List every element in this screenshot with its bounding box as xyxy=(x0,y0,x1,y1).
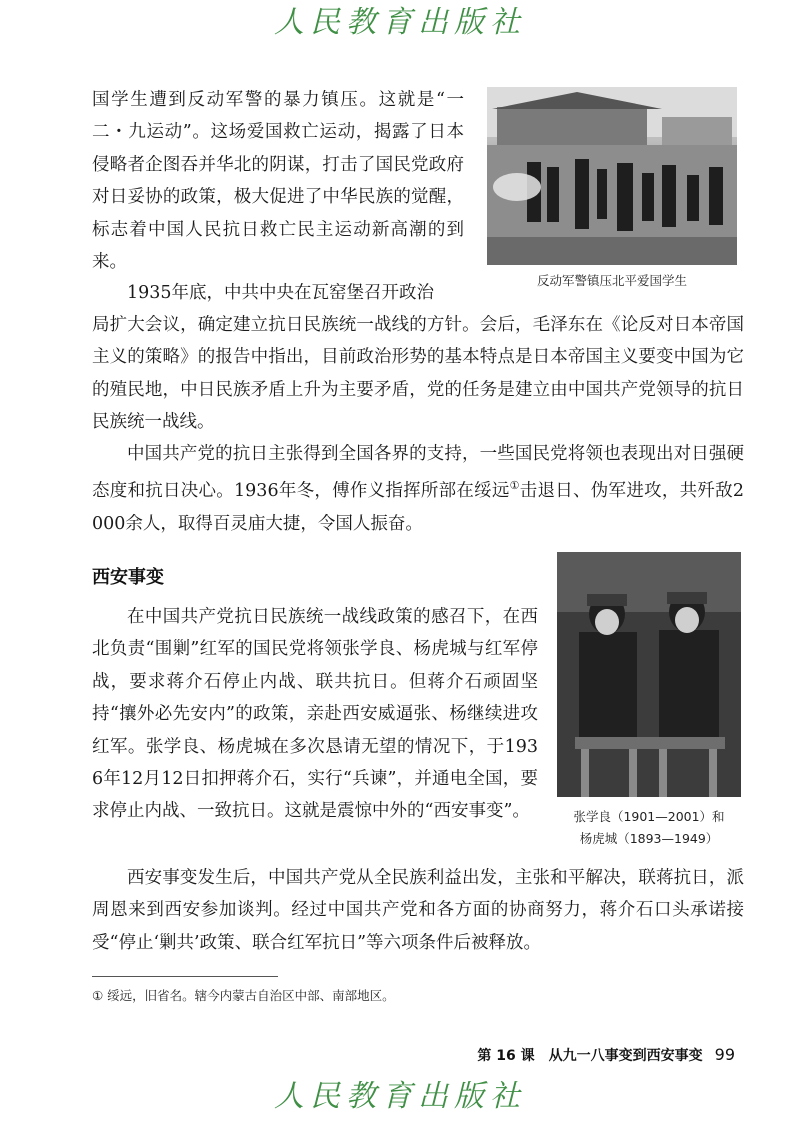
paragraph-1935-meeting: 局扩大会议，确定建立抗日民族统一战线的方针。会后，毛泽东在《论反对日本帝国主义的策略》的报告中指出，目前政治形势的基本特点是日本帝国主义要变中国为它的殖民地，中日民族矛盾上升为主要矛盾，党的任务是建立由中国共产党领导的抗日民族统一战线。 xyxy=(92,315,744,433)
photo-zhang-yang-caption-line1: 张学良（1901—2001）和 xyxy=(573,809,725,824)
running-footer xyxy=(477,1044,735,1067)
photo-zhang-yang-caption xyxy=(557,806,741,850)
section-heading-xian-incident: 西安事变 xyxy=(92,567,164,588)
footnote-suiyuan: ① 绥远，旧省名。辖今内蒙古自治区中部、南部地区。 xyxy=(92,988,395,1003)
paragraph-peaceful-resolution: 西安事变发生后，中国共产党从全民族利益出发，主张和平解决，联蒋抗日，派周恩来到西安参加谈判。经过中国共产党和各方面的协商努力，蒋介石口头承诺接受“停止‘剿共’政策、联合红军抗日”等六项条件后被释放。 xyxy=(92,868,744,953)
photo-zhang-yang-caption-line2: 杨虎城（1893—1949） xyxy=(579,831,719,846)
photo-police-suppressing-students xyxy=(487,87,737,265)
bailingmiao-text-start: 中国共产党的抗日主张得到全国各界的支持，一些国民党将领也表现出对日强硬态度和抗日决心。1936年冬，傅作义指挥所部在绥远 xyxy=(92,444,744,502)
paragraph-december-ninth: 国学生遭到反动军警的暴力镇压。这就是“一二・九运动”。这场爱国救亡运动，揭露了日本侵略者企图吞并华北的阴谋，打击了国民党政府对日妥协的政策，极大促进了中华民族的觉醒，标志着中国人民抗日救亡民主运动新高潮的到来。 xyxy=(92,90,464,273)
publisher-watermark-bottom: 人民教育出版社 xyxy=(274,1079,526,1114)
lesson-title: 第 16 课 从九一八事变到西安事变 xyxy=(477,1048,703,1064)
paragraph-xian-incident: 在中国共产党抗日民族统一战线政策的感召下，在西北负责“围剿”红军的国民党将领张学良、杨虎城与红军停战，要求蒋介石停止内战、联共抗日。但蒋介石顽固坚持“攘外必先安内”的政策，亲赴西安威逼张、杨继续进攻红军。张学良、杨虎城在多次恳请无望的情况下，于1936年12月12日扣押蒋介石，实行“兵谏”，并通电全国，要求停止内战、一致抗日。这就是震惊中外的“西安事变”。 xyxy=(92,607,538,822)
footnote-ref-marker: ① xyxy=(509,479,520,493)
photo-zhang-yang-image xyxy=(557,552,741,797)
photo-police-suppressing-students-image xyxy=(487,87,737,265)
footnote-divider xyxy=(92,976,278,977)
photo-zhang-yang xyxy=(557,552,741,797)
publisher-watermark-top: 人民教育出版社 xyxy=(274,5,526,40)
page-number: 99 xyxy=(714,1045,735,1064)
paragraph-bailingmiao xyxy=(92,438,744,540)
photo-police-caption: 反动军警镇压北平爱国学生 xyxy=(536,273,687,288)
paragraph-1935-meeting-start: 1935年底，中共中央在瓦窑堡召开政治 xyxy=(127,283,435,303)
bailingmiao-text-end: 击退日、伪军进攻，共歼敌2000余人，取得百灵庙大捷，令国人振奋。 xyxy=(92,481,744,534)
